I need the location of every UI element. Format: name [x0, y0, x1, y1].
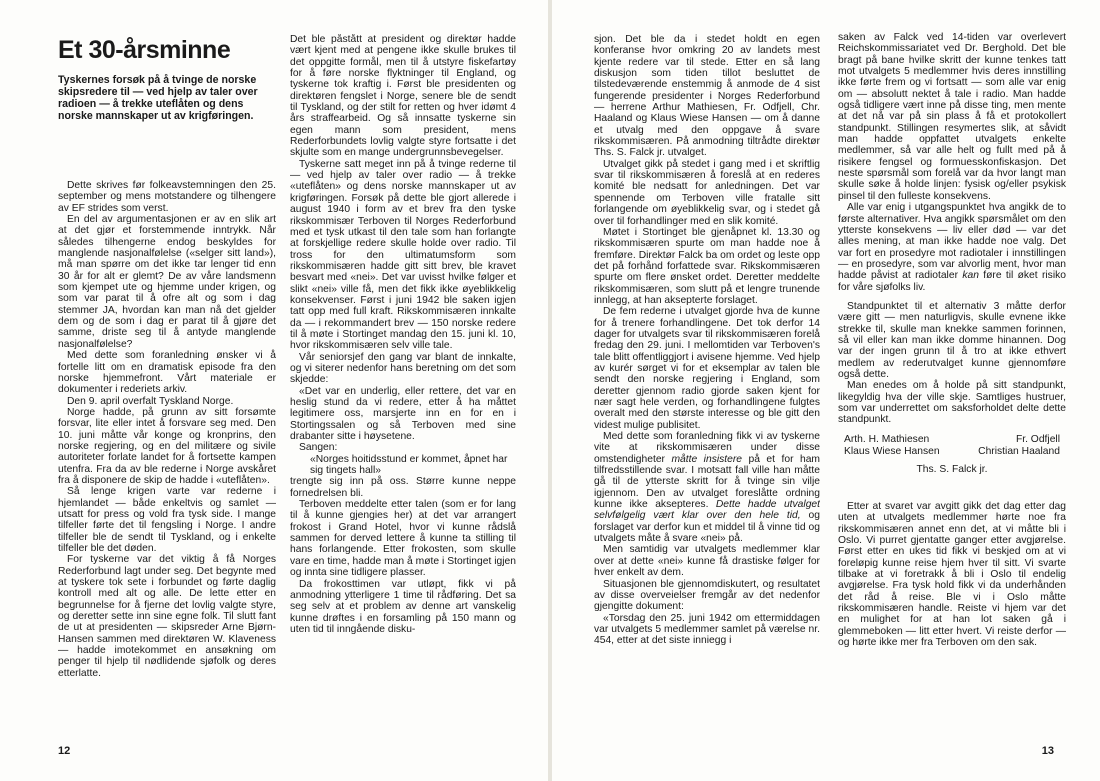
spacer [838, 293, 1066, 301]
right-page [552, 0, 1100, 781]
paragraph: Da frokosttimen var utløpt, fikk vi på anmodning ytterligere 1 time til rådføring. Det sa seg selv at et problem av denne art vanskelig kunne drøftes i en forsamling på 150 mann og uten tid til inngående disku- [290, 578, 516, 635]
text-run: Med dette som foranledning fikk vi av tyskerne vite at rikskommisæren under disse omstendigheter [594, 431, 820, 465]
paragraph [594, 431, 820, 544]
paragraph: Utvalget gikk på stedet i gang med i et skriftlig svar til rikskommisæren å foreslå at en rederes komité ble nedsatt for anledningen. Det var spennende om Terboven ville fratalle sitt forlangende om øyeblikkelig svar, og i stedet gå over til forhandlinger med en slik komité. [594, 158, 820, 227]
paragraph [838, 202, 1066, 293]
paragraph: Terboven meddelte etter talen (som er for lang til å kunne gjengies her) at det var arrangert frokost i Grand Hotel, hvor vi kunne rådslå sammen for derved lettere å kunne ta stilling til hans forlangende. Etter frokosten, som skulle vare en time, hadde man å møte i Stortinget igjen og innta sine tidligere plasser. [290, 499, 516, 579]
column-4 [838, 32, 1066, 649]
page-number-right: 13 [1041, 745, 1054, 757]
paragraph: trengte sig inn på oss. Større kunne neppe fornedrelsen bli. [290, 476, 516, 499]
text-run: føre til øket risiko for våre sjøfolks liv. [838, 270, 1066, 293]
signature: Klaus Wiese Hansen [844, 445, 940, 457]
paragraph: Vår seniorsjef den gang var blant de innkalte, og vi siterer nedenfor hans beretning om det som skjedde: [290, 351, 516, 386]
paragraph: Etter at svaret var avgitt gikk det dag etter dag uten at utvalgets medlemmer hørte noe fra rikskommisæren annet enn det, at vi måtte bli i Oslo. Vi purret gjentatte ganger etter avgjørelse. Først etter en ukes tid fikk vi beskjed om at vi foreløpig kunne reise hjem hver til sitt. Vi svarte tilbake at vi foretrakk å bli i Oslo til endelig avgjørelse. Fra tysk hold fikk vi da underhånden det råd å reise. Ble vi i Oslo måtte rikskommisæren handle. Reiste vi hjem var det en mulighet for at han lot saken gå i glemmeboken — litt etter hvert. Vi reiste derfor — og hørte ikke mer fra Terboven om den sak. [838, 501, 1066, 649]
signature: Fr. Odfjell [1015, 433, 1060, 445]
paragraph: Norge hadde, på grunn av sitt forsømte forsvar, lite eller intet å forsvare seg med. Den 10. juni måtte vår konge og kronprins, den norske regjering, og en del militære og sivile autoriteter forlate landet for å fortsette kampen utenfra. Fra da av ble rederne i Norge avskåret fra å disponere de skip de hadde i «uteflåten». [58, 406, 276, 486]
paragraph: sjon. Det ble da i stedet holdt en egen konferanse hvor omkring 20 av landets mest kjente redere var til stede. Etter en så lang diskusjon som tiden tillot besluttet de tilstedeværende enstemmig å anmode de 4 sist fungerende presidenter i Norges Rederforbund — herrene Arthur Mathiesen, Fr. Odfjell, Chr. Haaland og Klaus Wiese Hansen — om å danne et utvalg med den oppgave å svare rikskommisæren. På anmodning tiltrådte direktør Ths. S. Falck jr. utvalget. [594, 34, 820, 159]
paragraph: Dette skrives før folkeavstemningen den 25. september og mens motstandere og tilhengere av EF strides som verst. [58, 180, 276, 214]
paragraph: Sangen: [299, 442, 338, 454]
paragraph: Så lenge krigen varte var rederne i hjemlandet — både enkeltvis og samlet — utsatt for press og vold fra tysk side. I mange tilfeller førte det til fengsling i Norge. I andre tilfeller ble de sendt til Tyskland, og i enkelte tilfeller ble det døden. [58, 486, 276, 554]
italic-run: kan [962, 270, 979, 282]
column-1 [58, 28, 276, 679]
paragraph: De fem rederne i utvalget gjorde hva de kunne for å trenere forhandlingene. Det tok derfor 14 dager for utvalgets svar til rikskommisæren forelå fredag den 29. juni. I mellomtiden var Terboven's tale blitt offentliggjort i avisene hjemme. Ved hjelp av kurér sørget vi for et eksemplar av talen ble sendt den norske regjering i England, som deretter gjennom radio gjorde saken kjent for nær sagt hele verden, og forhandlingene fulgtes overalt med den største interesse og ble gitt den videst mulige publisitet. [594, 306, 820, 431]
spacer [838, 426, 1066, 434]
italic-run: Dette hadde utvalget selvfølgelig vært klar over den hele tid, [594, 499, 820, 522]
paragraph: saken av Falck ved 14-tiden var overlevert Reichskommissariatet ved Dr. Berghold. Det ble bragt på bane hvilke skritt der kunne tenkes tatt mot utvalgets 5 medlemmer hvis deres innstilling ikke førte frem og vi fortsatt — som alle var enig om — absolutt nektet å tale i radio. Man hadde også tidligere vært inne på disse ting, men mente at det nå var på sin plass å få et protokollert standpunkt. Stillingen resymertes slik, at såvidt man hadde oppfattet utvalgets enkelte medlemmer, så var alle helt og fullt med på å risikere fengsel og formuesskonfiskasjon. Det neste spørsmål som forelå var da hvor langt man skulle søke å holde linjen: fysisk og/eller psykisk pinsel til den fulleste konsekvens. [838, 32, 1066, 202]
column-3 [594, 34, 820, 647]
text-run: Alle var enig i utgangspunktet hva angikk de to første alternativer. Hva angikk spørsmålet om den ytterste konsekvens — liv eller død — var det alles mening, at man ikke hadde noe valg. Det var fort en prosedyre mot radiotaler i innstillingen — en prosedyre, som var alvorlig ment, hvor man hadde påvist at radiotaler [838, 202, 1066, 282]
column-2 [290, 34, 516, 635]
text-run: på et for ham tilfredsstillende svar. I motsatt fall ville han måtte gå til de ytterste skritt for å tvinge sin vilje igjennom. Den av utvalget foreslåtte ordning kunne ikke aksepteres. [594, 453, 820, 511]
article-title: Et 30-årsminne [58, 36, 231, 64]
signature: Arth. H. Mathiesen [844, 433, 930, 445]
song-quote: «Norges hoitidsstund er kommet, åpnet har sig tingets hall» [310, 453, 508, 477]
paragraph: Standpunktet til et alternativ 3 måtte derfor være gitt — men naturligvis, skulle evnene ikke strekke til, skulle man knekke sammen forinnen, så vil eller kan man ikke domme hinannen. Dog var der ingen grunn til å tro at ikke ethvert medlem av rederutvalget kunne gjennomføre også dette. [838, 300, 1066, 380]
paragraph: En del av argumentasjonen er av en slik art at det gjør et forstemmende inntrykk. Når således tilhengerne endog beskyldes for manglende nasjonalfølelse («selger sitt land»), må man spørre om det ikke tar lenger tid enn 30 år for alt er glemt? De av våre landsmenn som kjempet ute og hjemme under krigen, og som var parat til å ofre alt og som i dag stemmer JA, hvordan kan man nå det gjelder dem og de som i dag er parat til å gjøre det samme, driste seg til å antyde manglende nasjonalfølelse? [58, 214, 276, 350]
paragraph: Man enedes om å holde på sitt standpunkt, likegyldig hva der ville skje. Samtliges hustruer, som var underrettet om saksforholdet delte dette standpunkt. [838, 380, 1066, 426]
paragraph: «Torsdag den 25. juni 1942 om ettermiddagen var utvalgets 5 medlemmer samlet på værelse nr. 454, etter at det siste inniegg i [594, 612, 820, 647]
paragraph: Den 9. april overfalt Tyskland Norge. [67, 395, 234, 407]
paragraph: Det ble påstått at president og direktør hadde vært kjent med at pengene ikke skulle brukes til det oppgitte formål, men til å utstyre fiskefartøy for å føre norske flyktninger til England, og tyskerne tok kraftig i. Først ble presidenten og direktøren fengslet i Norge, senere ble de sendt til Tyskland, og der stilt for retten og hver idømt 4 års straffearbeid. Og så innsatte tyskerne sin egen mann som president, mens Rederforbundets lovlig valgte styre fortsatte i det skjulte som en mange undergrunnsbevegelser. [290, 34, 516, 159]
page-number-left: 12 [58, 745, 71, 757]
paragraph: Situasjonen ble gjennomdiskutert, og resultatet av disse overveielser fremgår av det nedenfor gjengitte dokument: [594, 578, 820, 613]
spacer [838, 475, 1066, 501]
text-run: og forslaget var derfor kun et middel til å vinne tid og utvalgets måte å svare «nei» på. [594, 510, 820, 545]
paragraph: For tyskerne var det viktig å få Norges Rederforbund lagt under seg. Det begynte med at tyskere tok sete i forbundet og førte daglig kontroll med alt og alle. De lette etter en begrunnelse for å fjerne det lovlig valgte styre, og deretter sette inn sine egne folk. Til slutt fant de ut at presidenten — skipsreder Arne Bjørn-Hansen sammen med direktøren W. Klaveness — hadde imotekommet en ansøkning om penger til hjelp til nødlidende sjøfolk og deres etterlatte. [58, 554, 276, 679]
italic-run: måtte insistere [671, 453, 743, 465]
article-lead: Tyskernes forsøk på å tvinge de norske skipsredere til — ved hjelp av taler over radioen — å trekke uteflåten og dens norske mannskaper ut av krigføringen. [58, 74, 258, 122]
paragraph: Tyskerne satt meget inn på å tvinge rederne til — ved hjelp av taler over radio — å trekke «uteflåten» og dens norske mannskaper ut av krigføringen. Forsøk på dette ble gjort allerede i august 1940 i form av et brev fra den tyske rikskommisær Terboven til Norges Rederforbund med et tysk utkast til den tale som han forlangte at forskjellige redere skulle holde over radio. Til tross for den ultimatumsform som rikskommisæren hadde gitt sitt brev, ble kravet besvart med «nei». Det var uvisst hvilke følger et slikt «nei» ville få, men det fikk ikke øyeblikkelig konsekvenser. Først i juni 1942 ble saken igjen tatt opp med full kraft. Rikskommisæren innkalte da — i rekommandert brev — 150 norske redere til å møte i Stortinget mandag den 15. juni kl. 10, hvor rikskommisæren selv ville tale. [290, 158, 516, 352]
paragraph: «Det var en underlig, eller rettere, det var en heslig stund da vi redere, etter å ha måttet legitimere oss, marsjerte inn en for en i Stortingssalen og så Terboven med sine drabanter sitte i høysetene. [290, 385, 516, 443]
signature-row [838, 446, 1066, 458]
paragraph: Men samtidig var utvalgets medlemmer klar over at dette «nei» kunne få drastiske følger for hver enkelt av dem. [594, 544, 820, 579]
signature: Christian Haaland [978, 445, 1060, 457]
signature: Ths. S. Falck jr. [916, 463, 988, 475]
paragraph: Med dette som foranledning ønsker vi å fortelle litt om en dramatisk episode fra den norske hjemmefront. Vårt materiale er dokumenter i rederiets arkiv. [58, 350, 276, 396]
left-page [0, 0, 548, 781]
paragraph: Møtet i Stortinget ble gjenåpnet kl. 13.30 og rikskommisæren spurte om man hadde noe å fremføre. Direktør Falck ba om ordet og leste opp det på forhånd forfattede svar. Rikskommisæren spurte om flere ønsket ordet. Deretter meddelte rikskommisæren, som slutt på et lengre trunende innlegg, at han aksepterte forslaget. [594, 226, 820, 306]
signature-row [838, 434, 1066, 446]
